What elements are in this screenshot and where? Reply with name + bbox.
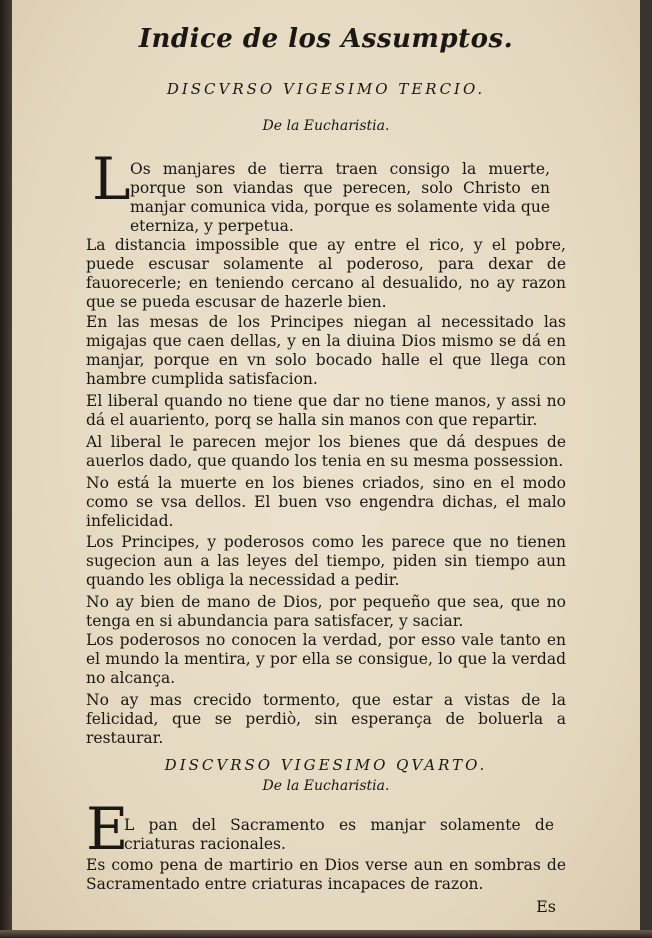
section1-title: DISCVRSO VIGESIMO TERCIO.	[166, 80, 486, 98]
section2-title: DISCVRSO VIGESIMO QVARTO.	[164, 756, 488, 774]
section1-paragraph: La distancia impossible que ay entre el rico, y el pobre, puede escusar solamente al poderoso, para dexar de fauorecerle; en teniendo cercano al desualido, no ay razon que se pueda escusar de hazerle bien.	[86, 236, 566, 311]
section1-paragraph: No está la muerte en los bienes criados, sino en el modo como se vsa dellos. El buen vso engendra dichas, el malo infelicidad.	[86, 474, 566, 530]
page-header: Indice de los Assumptos.	[138, 24, 514, 54]
section1-dropcap: L	[92, 145, 131, 213]
section1-paragraph: No ay mas crecido tormento, que estar a vistas de la felicidad, que se perdiò, sin esperança de boluerla a restaurar.	[86, 691, 566, 747]
section1-first-paragraph: Os manjares de tierra traen consigo la muerte, porque son viandas que perecen, solo Christo en manjar comunica vida, porque es solamente vida que eterniza, y perpetua.	[130, 160, 550, 235]
section1-paragraph: En las mesas de los Principes niegan al necessitado las migajas que caen dellas, y en la diuina Dios mismo se dá en manjar, porque en vn solo bocado halle el que llega con hambre cumplida satisfacion.	[86, 313, 566, 388]
section1-paragraph: Los poderosos no conocen la verdad, por esso vale tanto en el mundo la mentira, y por ella se consigue, lo que la verdad no alcança.	[86, 631, 566, 687]
section1-paragraph: Los Principes, y poderosos como les parece que no tienen sugecion aun a las leyes del tiempo, piden sin tiempo aun quando les obliga la necessidad a pedir.	[86, 533, 566, 589]
section2-dropcap: E	[86, 795, 129, 863]
book-gutter	[0, 0, 12, 938]
section1-paragraph: No ay bien de mano de Dios, por pequeño que sea, que no tenga en si abundancia para satisfacer, y saciar.	[86, 593, 566, 630]
catchword: Es	[536, 897, 556, 916]
section2-first-paragraph: L pan del Sacramento es manjar solamente de criaturas racionales.	[124, 816, 554, 853]
section1-paragraph: Al liberal le parecen mejor los bienes que dá despues de auerlos dado, que quando los tenia en su mesma possession.	[86, 433, 566, 470]
book-page	[12, 0, 640, 930]
section2-subtitle: De la Eucharistia.	[262, 778, 390, 794]
section1-subtitle: De la Eucharistia.	[262, 118, 390, 134]
page-bottom-edge	[0, 930, 652, 938]
section1-paragraph: El liberal quando no tiene que dar no tiene manos, y assi no dá el auariento, porq se halla sin manos con que repartir.	[86, 392, 566, 429]
section2-paragraph: Es como pena de martirio en Dios verse aun en sombras de Sacramentado entre criaturas incapaces de razon.	[86, 856, 566, 893]
